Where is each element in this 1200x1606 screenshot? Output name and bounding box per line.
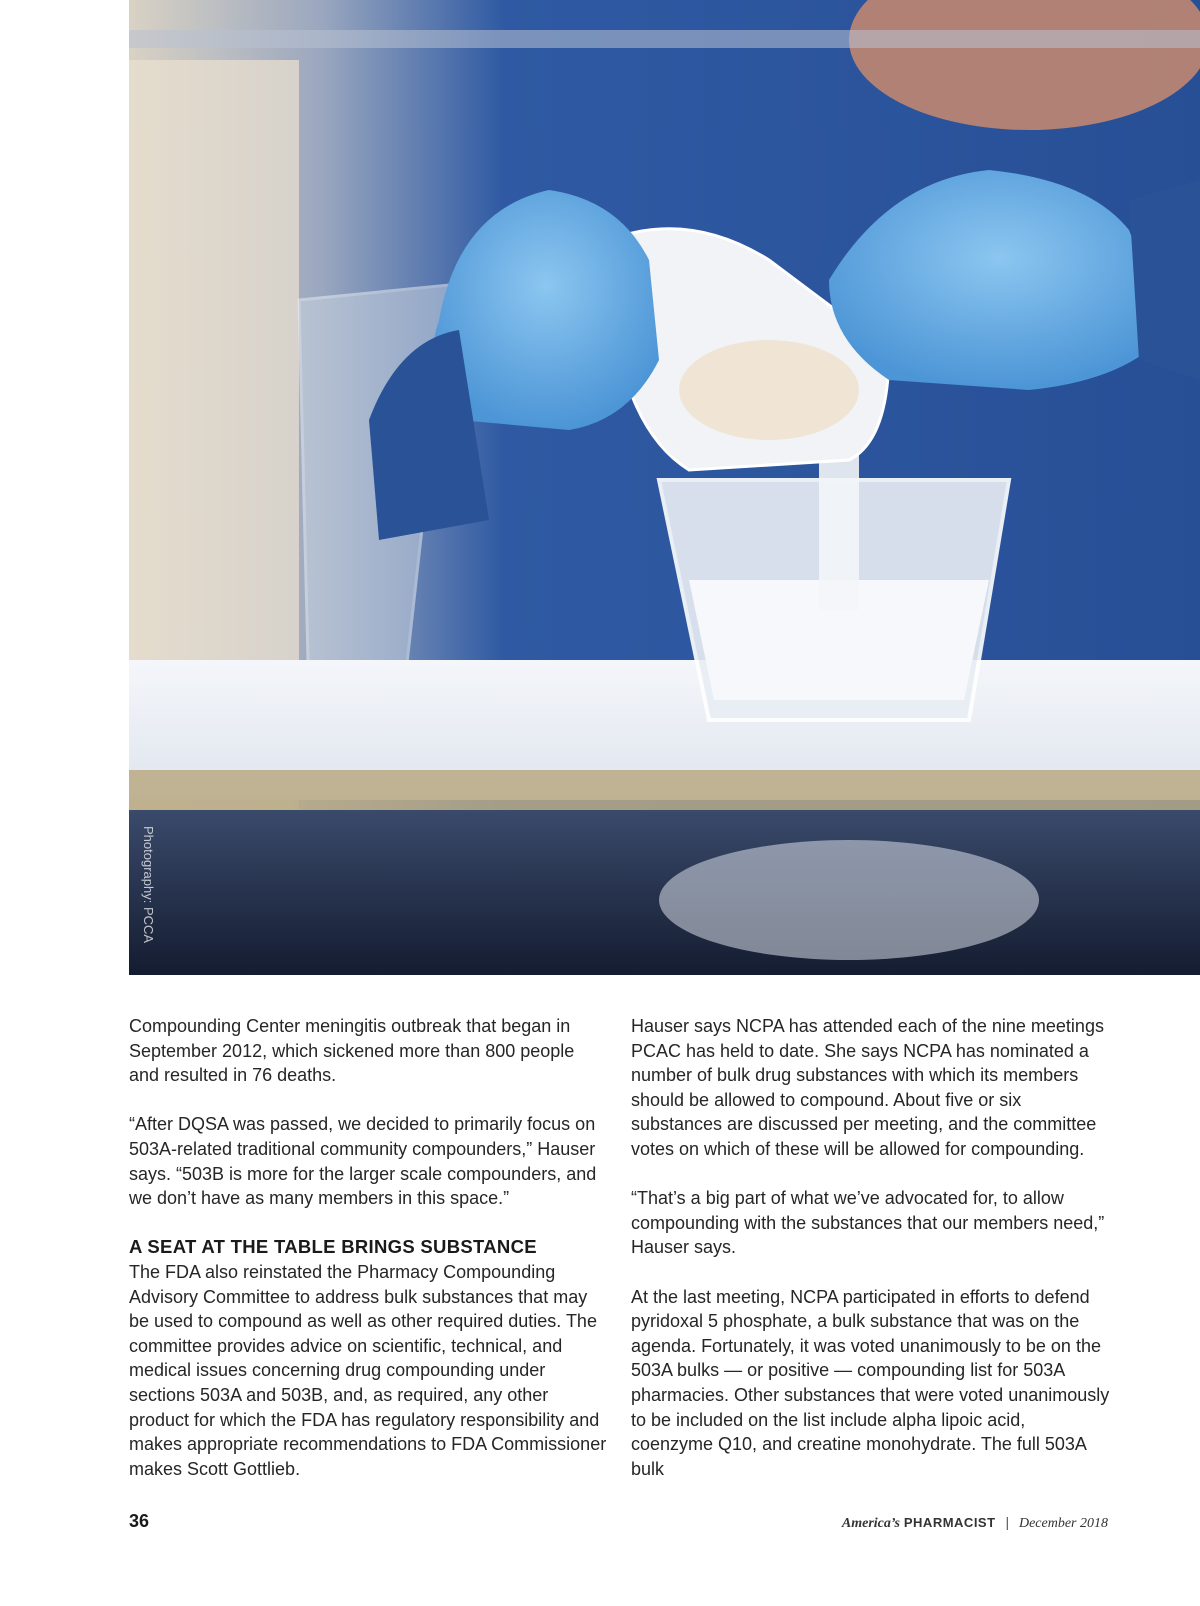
section-heading: A SEAT AT THE TABLE BRINGS SUBSTANCE: [129, 1236, 537, 1258]
body-paragraph: The FDA also reinstated the Pharmacy Compounding Advisory Committee to address bulk substances that may be used to compound as well as other required duties. The committee provides advice on scientific, technical, and medical issues concerning drug compounding under sections 503A and 503B, and, as required, any other product for which the FDA has regulatory responsibility and makes appropriate recommendations to FDA Commissioner makes Scott Gottlieb.: [129, 1261, 607, 1479]
magazine-prefix: America’s: [841, 1516, 900, 1531]
quote-paragraph: “That’s a big part of what we’ve advocated for, to allow compounding with the substances that our members need,” Hauser says.: [631, 1188, 1105, 1258]
lab-photo: [129, 0, 1200, 975]
magazine-name: PHARMACIST: [903, 1515, 996, 1530]
body-paragraph: Hauser says NCPA has attended each of the nine meetings PCAC has held to date. She says NCPA has nominated a number of bulk drug substances with which its members should be allowed to compound. About five or six substances are discussed per meeting, and the committee votes on which of these will be allowed for compounding.: [631, 1016, 1104, 1159]
left-column: [129, 1014, 609, 1506]
issue-date: December 2018: [1018, 1516, 1108, 1531]
right-column: [631, 1014, 1111, 1506]
compounding-scene-illustration: [129, 0, 1200, 975]
body-paragraph: Compounding Center meningitis outbreak that began in September 2012, which sickened more than 800 people and resulted in 76 deaths.: [129, 1016, 575, 1086]
running-footer: [842, 1514, 1108, 1532]
quote-paragraph: “After DQSA was passed, we decided to primarily focus on 503A-related traditional community compounders,” Hauser says. “503B is more for the larger scale compounders, and we don’t have as many members in this space.”: [129, 1114, 597, 1209]
body-paragraph: At the last meeting, NCPA participated in efforts to defend pyridoxal 5 phosphate, a bulk substance that was on the agenda. Fortunately, it was voted unanimously to be on the 503A bulks — or positive — compounding list for 503A pharmacies. Other substances that were voted unanimously to be included on the list include alpha lipoic acid, coenzyme Q10, and creatine monohydrate. The full 503A bulk: [631, 1286, 1110, 1479]
footer-separator: |: [1005, 1514, 1010, 1530]
page-number: 36: [129, 1511, 150, 1531]
photo-credit: Photography: PCCA: [141, 826, 156, 944]
